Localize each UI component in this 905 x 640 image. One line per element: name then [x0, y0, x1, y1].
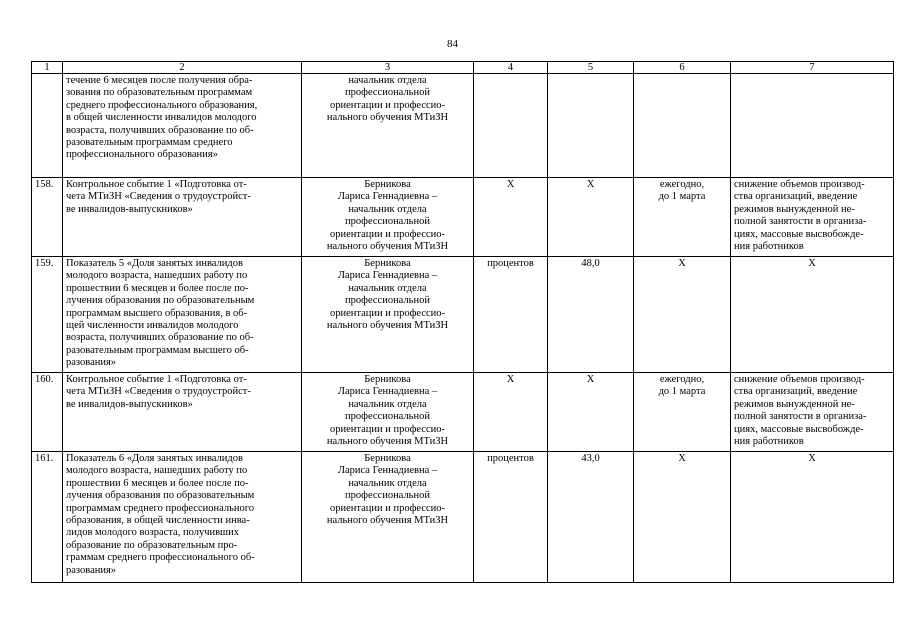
row-number: 161. [32, 452, 63, 583]
risk-cell: Х [731, 257, 894, 373]
responsible-person: Берникова Лариса Геннадиевна – начальник отдела профессиональной ориентации и профессио- нального обучения МТиЗН [302, 178, 474, 257]
indicator-text: Контрольное событие 1 «Подготовка от- чета МТиЗН «Сведения о трудоустройст- ве инвалидов-выпускников» [63, 373, 302, 452]
deadline-cell: Х [634, 452, 731, 583]
unit-cell [474, 74, 548, 178]
deadline-cell: ежегодно, до 1 марта [634, 178, 731, 257]
responsible-person: Берникова Лариса Геннадиевна – начальник отдела профессиональной ориентации и профессио- нального обучения МТиЗН [302, 452, 474, 583]
unit-cell: процентов [474, 452, 548, 583]
unit-cell: Х [474, 178, 548, 257]
unit-cell: процентов [474, 257, 548, 373]
value-cell: Х [548, 373, 634, 452]
row-number [32, 74, 63, 178]
row-number: 159. [32, 257, 63, 373]
header-cell-4: 4 [474, 62, 548, 74]
header-cell-1: 1 [32, 62, 63, 74]
table-row [32, 373, 894, 452]
indicator-text: Контрольное событие 1 «Подготовка от- чета МТиЗН «Сведения о трудоустройст- ве инвалидов-выпускников» [63, 178, 302, 257]
header-cell-3: 3 [302, 62, 474, 74]
value-cell: Х [548, 178, 634, 257]
table-row [32, 452, 894, 583]
row-number: 160. [32, 373, 63, 452]
deadline-cell: ежегодно, до 1 марта [634, 373, 731, 452]
value-cell: 43,0 [548, 452, 634, 583]
responsible-person: Берникова Лариса Геннадиевна – начальник отдела профессиональной ориентации и профессио- нального обучения МТиЗН [302, 257, 474, 373]
risk-cell [731, 74, 894, 178]
indicator-text: течение 6 месяцев после получения обра- зования по образовательным программам среднего профессионального образования, в общей численности инвалидов молодого возраста, получивших образование по об- разовательным программам среднего профессионального образования» [63, 74, 302, 178]
risk-cell: снижение объемов производ- ства организаций, введение режимов вынужденной не- полной занятости в организа- циях, массовые высвобожде- ния работников [731, 178, 894, 257]
indicator-text: Показатель 5 «Доля занятых инвалидов молодого возраста, нашедших работу по прошествии 6 месяцев и более после по- лучения образования по образовательным программам высшего образования, в об- щей численности инвалидов молодого возраста, получивших образование по об- разовательным программам высшего об- разования» [63, 257, 302, 373]
indicator-text: Показатель 6 «Доля занятых инвалидов молодого возраста, нашедших работу по прошествии 6 месяцев и более после по- лучения образования по образовательным программам среднего профессионального образования, в общей численности инва- лидов молодого возраста, получивших образование по образовательным про- граммам среднего профессионального об- разования» [63, 452, 302, 583]
deadline-cell: Х [634, 257, 731, 373]
table-row [32, 178, 894, 257]
page-number: 84 [447, 38, 458, 50]
risk-cell: Х [731, 452, 894, 583]
header-cell-7: 7 [731, 62, 894, 74]
plan-table [31, 61, 894, 583]
header-cell-5: 5 [548, 62, 634, 74]
table-row [32, 74, 894, 178]
header-cell-6: 6 [634, 62, 731, 74]
value-cell: 48,0 [548, 257, 634, 373]
header-cell-2: 2 [63, 62, 302, 74]
deadline-cell [634, 74, 731, 178]
responsible-person: начальник отдела профессиональной ориентации и профессио- нального обучения МТиЗН [302, 74, 474, 178]
value-cell [548, 74, 634, 178]
row-number: 158. [32, 178, 63, 257]
unit-cell: Х [474, 373, 548, 452]
table-row [32, 257, 894, 373]
header-row [32, 62, 894, 74]
responsible-person: Берникова Лариса Геннадиевна – начальник отдела профессиональной ориентации и профессио- нального обучения МТиЗН [302, 373, 474, 452]
risk-cell: снижение объемов производ- ства организаций, введение режимов вынужденной не- полной занятости в организа- циях, массовые высвобожде- ния работников [731, 373, 894, 452]
